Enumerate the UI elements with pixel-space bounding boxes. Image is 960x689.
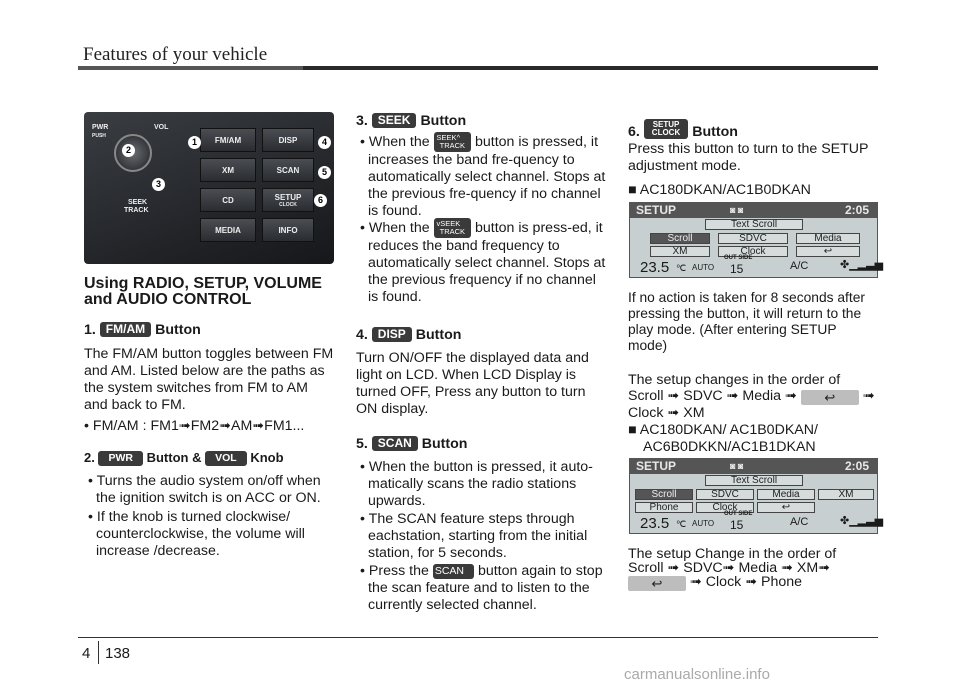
seek-up-top: SEEK: [436, 133, 457, 142]
vol-label: VOL: [154, 124, 169, 131]
lcd-1-ac: A/C: [790, 260, 809, 272]
lcd-2-out-temp: 15: [730, 518, 744, 532]
seek-bullet-2-pre: When the: [368, 220, 430, 236]
scan-bullet-1-text: When the button is pressed, it auto-matically scans the radio stations upwards.: [368, 459, 593, 509]
seek-pill: SEEK: [372, 113, 417, 128]
seek-label-1: SEEK: [128, 199, 148, 206]
seek-bullet-1: • When the SEEK^ TRACK button is pressed, it increases the band fre-quency to automatically select channel. Stops at the previous fre-quency if no channel is found.: [360, 133, 606, 219]
lcd-screen-1: [629, 202, 884, 278]
lcd-2-time: 2:05: [844, 459, 869, 473]
callout-1: 1: [188, 136, 201, 149]
seek-num: 3.: [356, 113, 368, 129]
seek-bullet-2-post: button is press-ed, it reduces the band frequency to automatically select channel. Stops at the previous frequency if no channel is found.: [368, 220, 606, 305]
footer-divider: [98, 641, 99, 664]
lcd-2-text-scroll: Text Scroll: [705, 475, 803, 486]
lcd-2-unit: ℃: [676, 519, 687, 529]
seek-down-bottom: TRACK: [439, 227, 466, 236]
lcd-1-climate-bar: [630, 255, 884, 277]
lcd-2-temp: 23.5: [640, 515, 670, 532]
scan-inline-pill: SCAN: [433, 564, 474, 579]
callout-3: 3: [152, 178, 165, 191]
pwr-bullet-1: • Turns the audio system on/off when the ignition switch is on ACC or ON.: [88, 473, 321, 506]
lcd-1-outside: OUT SIDE: [724, 255, 753, 261]
push-label: PUSH: [92, 133, 106, 139]
lcd-screen-2: [629, 458, 884, 534]
scan-panel-button: SCAN: [262, 158, 314, 182]
order-1-line-2: Scroll ➟ SDVC ➟ Media ➟: [628, 388, 797, 404]
seek-up-bottom: TRACK: [439, 141, 466, 150]
order-2-line-3: ➟ Clock ➟ Phone: [689, 574, 803, 590]
lcd-1-fan-icon: ✤▁▂▃▅: [840, 259, 884, 271]
lcd-2-back-icon: ↩: [757, 502, 815, 513]
model-2: [628, 422, 818, 456]
disp-num: 4.: [356, 327, 368, 343]
fm-am-panel-button: FM/AM: [200, 128, 256, 152]
back-arrow-icon-2: ↩: [628, 576, 686, 591]
disp-pill: DISP: [372, 327, 412, 342]
lcd-2-climate-bar: [630, 511, 884, 533]
pwr-mid-label: Button &: [146, 450, 202, 465]
scan-bullet-2-text: The SCAN feature steps through eachstation, starting from the initial station, for 5 seconds.: [368, 511, 588, 561]
lcd-1-time: 2:05: [844, 203, 869, 217]
scan-bullet-3-pre: Press the: [368, 563, 429, 579]
info-panel-button: INFO: [262, 218, 314, 242]
setup-panel-button: [262, 188, 314, 212]
pwr-label: PWR: [92, 124, 109, 131]
lcd-2-scroll: Scroll: [635, 489, 693, 500]
scan-bullet-3: • Press the SCAN button again to stop the scan feature and to listen to the currently selected channel.: [360, 563, 603, 613]
lcd-1-auto: AUTO: [692, 263, 715, 272]
lcd-2-phone: Phone: [635, 502, 693, 513]
lcd-1-sdvc: SDVC: [718, 233, 788, 244]
lcd-1-scroll: Scroll: [650, 233, 710, 244]
scan-num: 5.: [356, 436, 368, 452]
callout-5: 5: [318, 166, 331, 179]
seek-bullet-2: • When the vSEEK TRACK button is press-ed, it reduces the band frequency to automatically select channel. Stops at the previous frequency if no channel is found.: [360, 219, 606, 305]
disp-description: Turn ON/OFF the displayed data and light on LCD. When LCD Display is turned OFF, Press any button to turn ON display.: [356, 350, 589, 417]
section-heading: Using RADIO, SETUP, VOLUME and AUDIO CONTROL: [84, 275, 322, 308]
setup-num: 6.: [628, 124, 640, 140]
disp-heading: [356, 327, 461, 344]
disp-panel-button: DISP: [262, 128, 314, 152]
watermark: carmanualsonline.info: [624, 666, 770, 683]
fm-am-pill: FM/AM: [100, 322, 151, 337]
radio-panel-image: [84, 112, 334, 264]
media-panel-button: MEDIA: [200, 218, 256, 242]
scan-bullet-1: • When the button is pressed, it auto-matically scans the radio stations upwards.: [360, 459, 593, 509]
pwr-vol-num: 2.: [84, 450, 95, 465]
lcd-1-text-scroll: Text Scroll: [705, 219, 803, 230]
setup-timeout-note: If no action is taken for 8 seconds after pressing the button, it will return to the play mode. (After entering SETUP mode): [628, 290, 865, 353]
order-2: [628, 547, 880, 591]
callout-6: 6: [314, 194, 327, 207]
order-2-line-2: Scroll ➟ SDVC➟ Media ➟ XM➟: [628, 560, 831, 576]
fm-am-bullet-text: FM/AM : FM1➟FM2➟AM➟FM1...: [92, 418, 305, 434]
lcd-2-xm: XM: [818, 489, 874, 500]
seek-bullet-1-post: button is pressed, it increases the band fre-quency to automatically select channel. Stops at the previous fre-quency if no channel is found.: [368, 134, 606, 219]
lcd-2-sdvc: SDVC: [696, 489, 754, 500]
pwr-pill: PWR: [98, 451, 143, 466]
setup-button-label: Button: [692, 124, 738, 140]
scan-bullet-2: • The SCAN feature steps through eachstation, starting from the initial station, for 5 seconds.: [360, 511, 588, 561]
setup-clock-pill: [644, 119, 688, 139]
lcd-1-title: SETUP: [636, 203, 677, 217]
pwr-bullet-2-text: If the knob is turned clockwise/ counterclockwise, the volume will increase /decrease.: [96, 509, 305, 559]
lcd-2-title: SETUP: [636, 459, 677, 473]
scan-heading: [356, 436, 467, 453]
knob-label: Knob: [250, 450, 284, 465]
fm-am-heading: [84, 322, 201, 339]
order-2-line-1: The setup Change in the order of: [628, 546, 837, 562]
lcd-2-fan-icon: ✤▁▂▃▅: [840, 515, 884, 527]
lcd-1-temp: 23.5: [640, 259, 670, 276]
lcd-2-auto: AUTO: [692, 519, 715, 528]
xm-panel-button: XM: [200, 158, 256, 182]
lcd-2-outside: OUT SIDE: [724, 511, 753, 517]
pwr-bullet-2: • If the knob is turned clockwise/ counterclockwise, the volume will increase /decrease.: [88, 509, 305, 559]
lcd-1-title-bar: [630, 203, 877, 218]
clock-panel-label: CLOCK: [279, 201, 297, 208]
setup-heading: [628, 119, 738, 141]
fm-am-bullet: • FM/AM : FM1➟FM2➟AM➟FM1...: [84, 418, 305, 434]
lcd-2-media: Media: [757, 489, 815, 500]
callout-4: 4: [318, 136, 331, 149]
lcd-1-out-temp: 15: [730, 262, 744, 276]
setup-panel-label: SETUP: [274, 192, 302, 202]
vol-pill: VOL: [205, 451, 247, 466]
lcd-2-disc-icon: ◙ ◙: [730, 461, 744, 471]
scan-button-label: Button: [421, 436, 468, 452]
lcd-1-unit: ℃: [676, 263, 687, 273]
seek-bullet-1-pre: When the: [368, 134, 430, 150]
fm-am-description: The FM/AM button toggles between FM and AM. Listed below are the paths as the system switches from FM to AM and back to FM.: [84, 346, 334, 413]
model-1: ■ AC180DKAN/AC1B0DKAN: [628, 182, 811, 198]
callout-2: 2: [122, 144, 135, 157]
scan-pill: SCAN: [372, 436, 418, 451]
setup-description: Press this button to turn to the SETUP adjustment mode.: [628, 141, 869, 174]
pwr-vol-heading: [84, 449, 284, 466]
back-arrow-icon: ↩: [801, 390, 859, 405]
lcd-2-title-bar: [630, 459, 877, 474]
lcd-1-clock: Clock: [718, 246, 788, 257]
lcd-1-back-icon: ↩: [796, 246, 860, 257]
fm-am-button-label: Button: [155, 322, 201, 338]
lcd-2-ac: A/C: [790, 516, 809, 528]
seek-down-icon: vSEEK TRACK: [434, 218, 471, 238]
page-number: 138: [105, 645, 131, 662]
seek-heading: [356, 113, 466, 130]
fm-am-num: 1.: [84, 322, 96, 338]
seek-button-label: Button: [420, 113, 467, 129]
setup-pill-bottom: CLOCK: [651, 128, 681, 137]
lcd-1-xm: XM: [650, 246, 710, 257]
order-1-line-3: Clock ➟ XM: [628, 405, 705, 421]
header-rule: [78, 66, 878, 70]
lcd-2-clock: Clock: [696, 502, 754, 513]
scan-bullet-3-post: button again to stop the scan feature and to listen to the currently selected channel.: [368, 563, 603, 613]
order-1-line-1: The setup changes in the order of: [628, 372, 841, 388]
setup-pill-top: SETUP: [652, 120, 680, 129]
seek-down-top: SEEK: [440, 219, 461, 228]
seek-up-icon: SEEK^ TRACK: [434, 132, 471, 152]
order-1-arrow: ➟: [862, 388, 875, 404]
cd-panel-button: CD: [200, 188, 256, 212]
order-1: [628, 372, 880, 421]
disp-button-label: Button: [415, 327, 462, 343]
model-2-line-1: ■ AC180DKAN/ AC1B0DKAN/: [628, 422, 818, 438]
seek-label-2: TRACK: [124, 207, 149, 214]
section-number: 4: [82, 645, 91, 662]
lcd-1-disc-icon: ◙ ◙: [730, 205, 744, 215]
pwr-bullet-1-text: Turns the audio system on/off when the ignition switch is on ACC or ON.: [96, 473, 321, 506]
model-2-line-2: AC6B0DKKN/AC1B1DKAN: [643, 439, 816, 455]
lcd-1-media: Media: [796, 233, 860, 244]
header-title: Features of your vehicle: [83, 44, 268, 65]
footer-rule: [78, 637, 878, 638]
